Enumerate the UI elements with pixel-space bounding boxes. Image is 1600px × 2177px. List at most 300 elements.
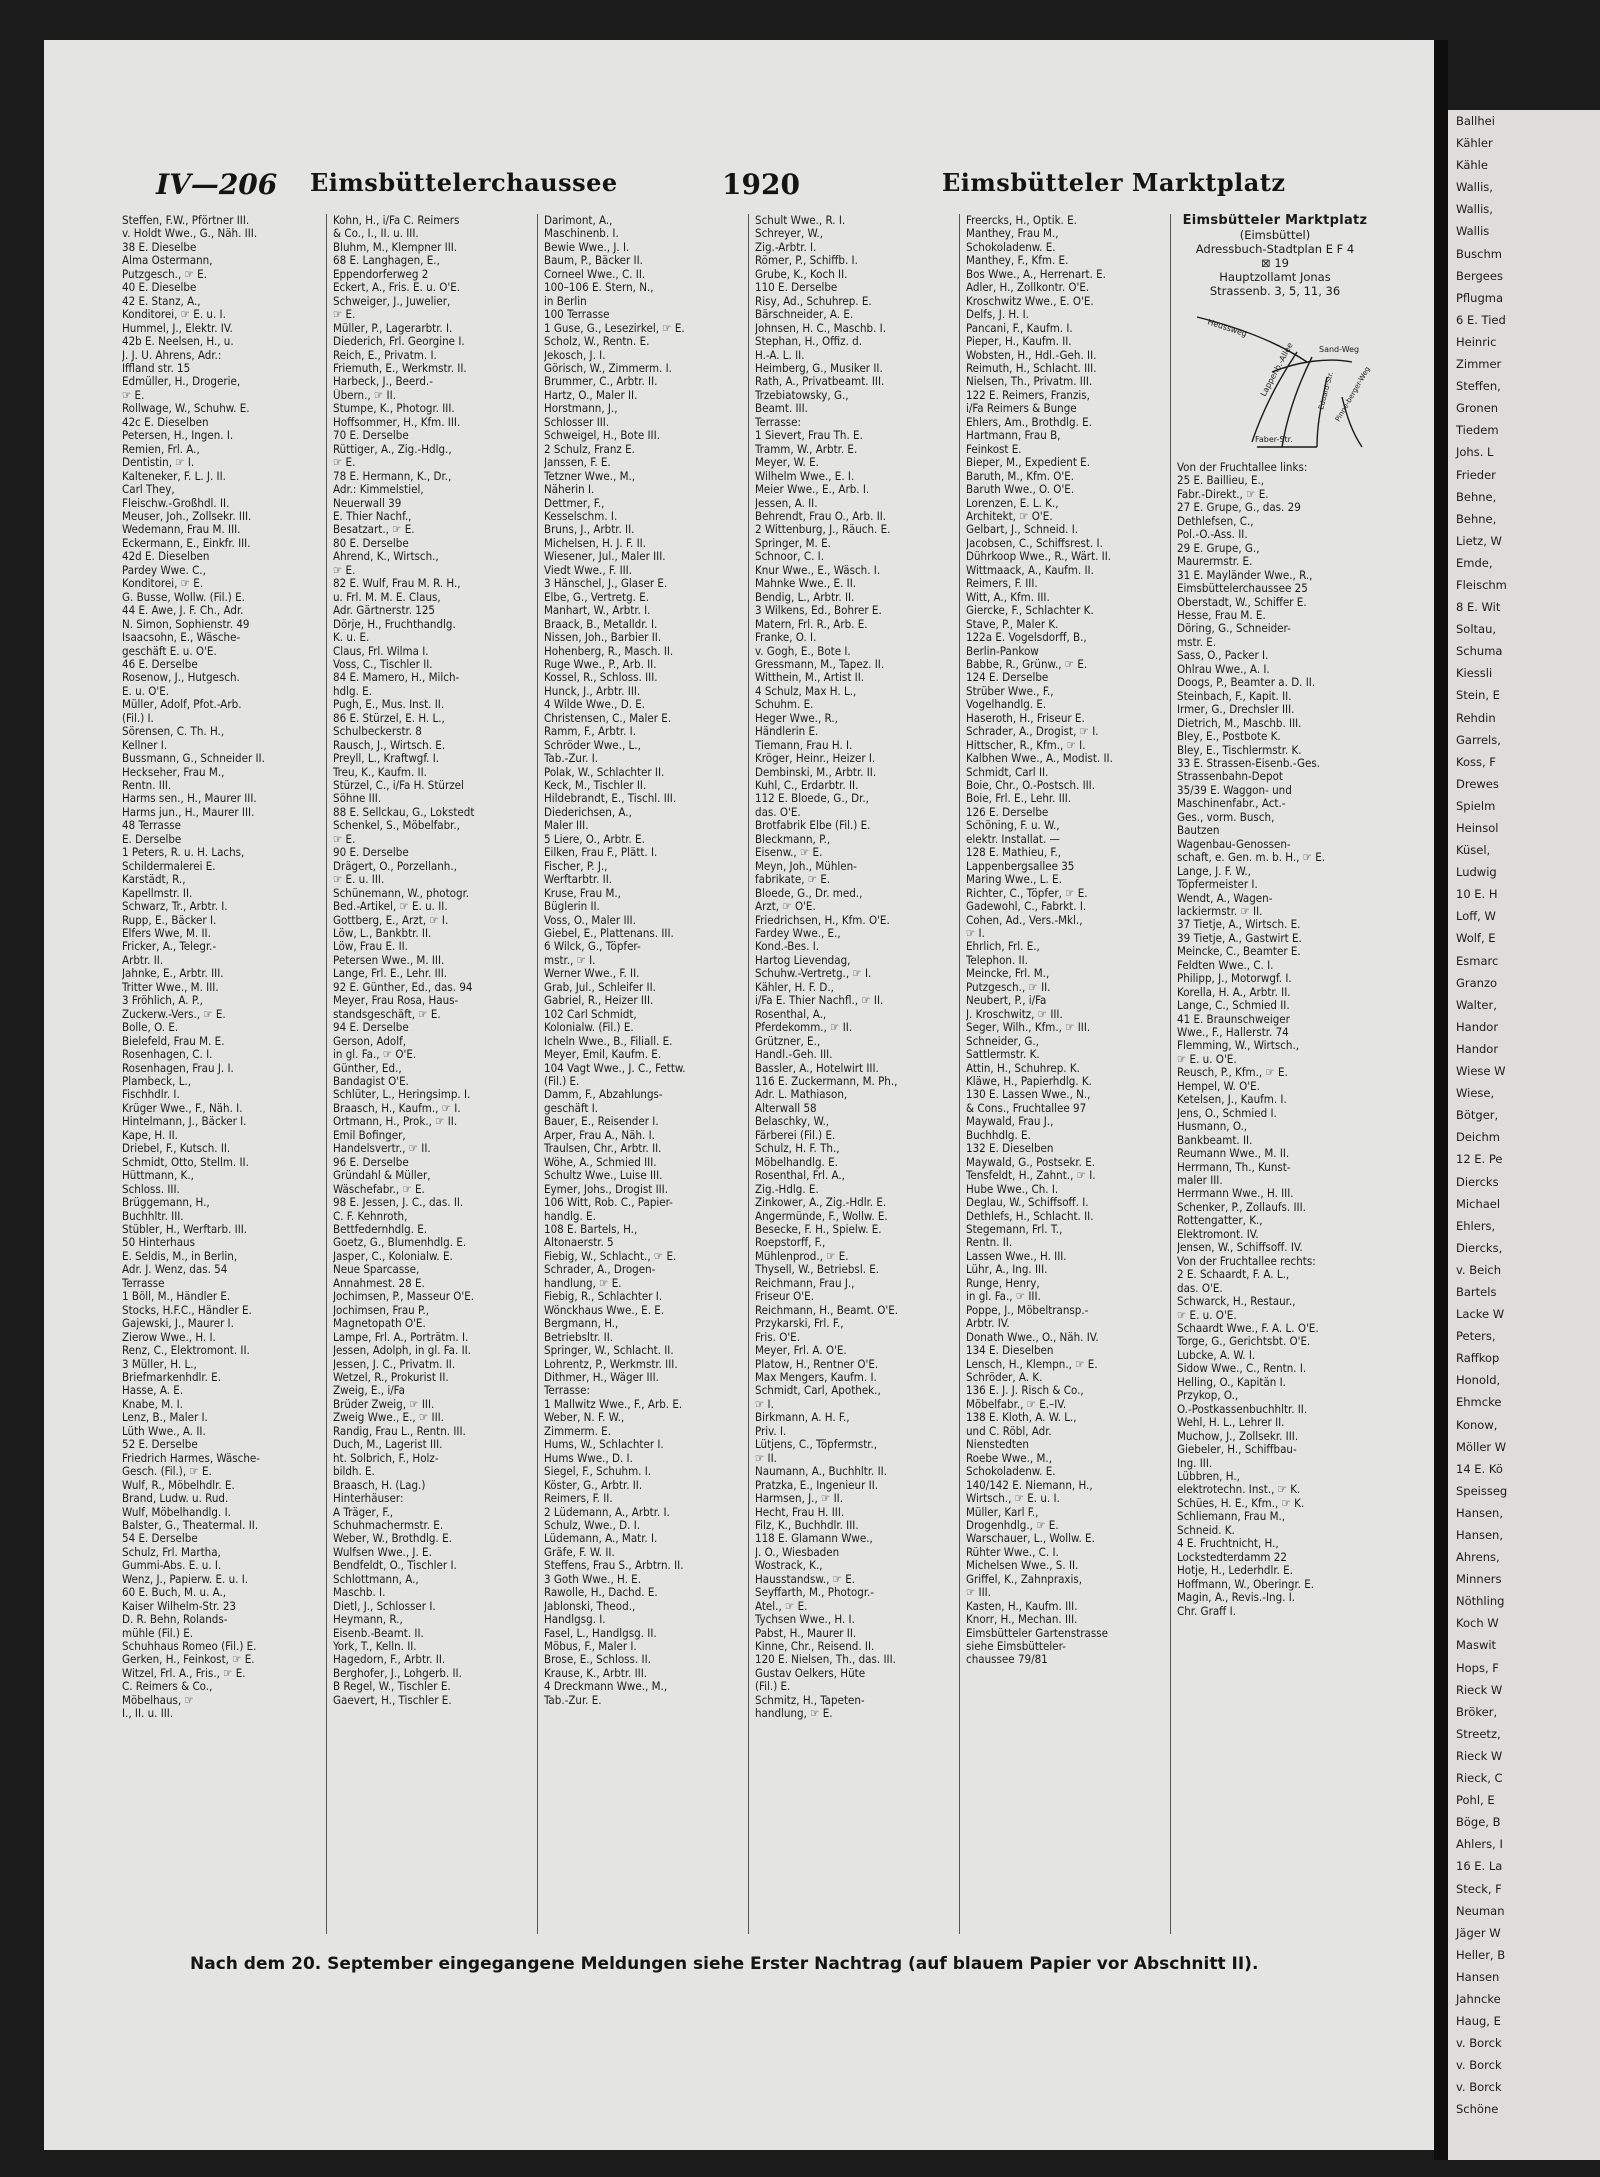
directory-entry: Dietl, J., Schlosser I. [333,1599,436,1613]
directory-entry: Arbtr. II. [122,953,164,967]
facing-page-entry: v. Borck [1456,2036,1502,2051]
directory-entry: Eilken, Frau F., Plätt. I. [544,846,658,860]
map-label-heussweg: Heussweg [1206,317,1249,339]
directory-entry: Schües, H. E., Kfm., ☞ K. [1177,1496,1305,1510]
directory-entry: Müller, P., Lagerarbtr. I. [333,321,453,335]
street-info-lines: Strassenb. 3, 5, 11, 36 [1209,284,1341,298]
directory-entry: Eppendorferweg 2 [333,267,429,281]
facing-page-entry: Tiedem [1456,423,1499,438]
directory-entry: A Träger, F., [333,1505,394,1519]
directory-entry: Adler, H., Zollkontr. O'E. [966,281,1090,295]
directory-entry: Gerson, Adolf, [333,1034,407,1048]
directory-entry: Bandagist O'E. [333,1075,409,1088]
directory-entry: Darimont, A., [544,214,613,227]
directory-entry: G. Busse, Wollw. (Fil.) E. [122,590,245,604]
directory-entry: 88 E. Sellckau, G., Lokstedt [333,805,475,819]
directory-entry: 120 E. Nielsen, Th., das. III. [755,1653,896,1667]
directory-entry: Gründahl & Müller, [333,1169,431,1183]
directory-entry: 86 E. Stürzel, E. H. L., [333,711,445,725]
directory-entry: 39 Tietje, A., Gastwirt E. [1177,931,1302,945]
directory-entry: Rausch, J., Wirtsch. E. [333,738,446,752]
directory-entry: Springer, M. E. [755,536,831,550]
directory-entry: Poppe, J., Möbeltransp.- [966,1303,1089,1317]
directory-entry: Wobsten, H., Hdl.-Geh. II. [966,348,1097,362]
directory-entry: Karstädt, R., [122,873,186,887]
directory-entry: Diederich, Frl. Georgine I. [333,335,465,349]
directory-entry: Dethlefs, H., Schlacht. II. [966,1209,1094,1223]
column-6-entries [1177,461,1373,1618]
facing-page-entry: Haug, E [1456,2014,1501,2029]
facing-page-entry: Hansen [1456,1969,1500,1984]
directory-entry: Edmüller, H., Drogerie, [122,375,241,389]
directory-entry: Duch, M., Lagerist III. [333,1438,443,1452]
directory-entry: Schokoladenw. E. [966,1465,1056,1479]
directory-entry: das. O'E. [1177,1281,1223,1295]
directory-entry: Jessen, A. II. [755,496,818,510]
directory-entry: Lassen Wwe., H. III. [966,1249,1067,1263]
directory-entry: Horstmann, J., [544,402,618,416]
facing-page-entry: Nöthling [1456,1594,1505,1609]
directory-entry: Platow, H., Rentner O'E. [755,1357,879,1371]
directory-entry: Brüggemann, H., [122,1196,210,1210]
directory-entry: Hintelmann, J., Bäcker I. [122,1115,247,1129]
facing-page-entry: Zimmer [1456,357,1502,372]
directory-entry: Bleckmann, P., [755,832,831,846]
directory-entry: 2 E. Schaardt, F. A. L., [1177,1268,1290,1282]
directory-entry: E. Derselbe [122,832,182,846]
directory-entry: Bed.-Artikel, ☞ E. u. II. [333,900,448,914]
directory-entry: Wagenbau-Genossen- [1177,837,1291,851]
directory-entry: Dithmer, H., Wäger III. [544,1370,659,1384]
facing-page-edge [1448,110,1600,2160]
directory-entry: Bankbeamt. II. [1177,1133,1253,1147]
directory-entry: Scholz, W., Rentn. E. [544,335,650,349]
facing-page-entry: Konow, [1456,1417,1498,1432]
directory-entry: Handlgsg. I. [544,1613,606,1627]
directory-entry: ☞ E. u. III. [333,873,385,887]
directory-entry: geschäft I. [544,1101,599,1115]
directory-entry: Zig.-Arbtr. I. [755,240,817,254]
directory-entry: Chr. Graff I. [1177,1604,1236,1618]
directory-entry: Eymer, Johs., Drogist III. [544,1182,669,1196]
directory-entry: Kalbhen Wwe., A., Modist. II. [966,752,1113,766]
directory-entry: Konditorei, ☞ E. [122,577,204,591]
directory-entry: Warschauer, L., Wollw. E. [966,1532,1095,1546]
facing-page-entry: Maswit [1456,1638,1497,1653]
directory-entry: Irmer, G., Drechsler III. [1177,703,1295,717]
directory-entry: 96 E. Derselbe [333,1155,409,1169]
directory-entry: Filz, K., Buchhdlr. III. [755,1518,859,1532]
directory-entry: Kossel, R., Schloss. III. [544,671,658,685]
directory-entry: und C. Röbl, Adr. [966,1424,1052,1438]
directory-entry: Hoffmann, W., Oberingr. E. [1177,1577,1315,1591]
directory-entry: Krüger Wwe., F., Näh. I. [122,1101,243,1115]
directory-entry: E. Seldis, M., in Berlin, [122,1249,238,1263]
directory-entry: standsgeschäft, ☞ E. [333,1007,441,1021]
directory-entry: 68 E. Langhagen, E., [333,254,440,268]
directory-entry: Voss, O., Maler III. [544,913,636,927]
directory-entry: Deglau, W., Schiffsoff. I. [966,1196,1089,1210]
directory-entry: Zierow Wwe., H. I. [122,1330,216,1344]
directory-entry: Braasch, H., Kaufm., ☞ I. [333,1101,461,1115]
directory-entry: Möbelhaus, ☞ [122,1693,194,1707]
directory-entry: i/Fa Reimers & Bunge [966,402,1077,416]
directory-entry: Arzt, ☞ O'E. [755,900,816,914]
directory-entry: Heckseher, Frau M., [122,765,225,779]
facing-page-entry: Koch W [1456,1616,1499,1631]
facing-page-entry: Böge, B [1456,1815,1501,1830]
directory-entry: handlg. E. [544,1209,596,1223]
directory-entry: 31 E. Mayländer Wwe., R., [1177,568,1313,582]
directory-entry: Rosenthal, Frl. A., [755,1169,845,1183]
directory-entry: Fischer, P. J., [544,859,608,873]
directory-entry: Bergmann, H., [544,1317,619,1331]
directory-entry: 82 E. Wulf, Frau M. R. H., [333,577,461,591]
directory-entry: Randig, Frau L., Rentn. III. [333,1424,466,1438]
directory-entry: Schaardt Wwe., F. A. L. O'E. [1177,1322,1319,1335]
directory-entry: Schulz, H. F. Th., [755,1142,840,1156]
directory-entry: Rosenhagen, C. I. [122,1048,213,1062]
directory-entry: ☞ E. [333,456,356,470]
directory-entry: Ahrend, K., Wirtsch., [333,550,439,564]
directory-entry: Drogenhdlg., ☞ E. [966,1518,1059,1532]
facing-page-entry: Handor [1456,1019,1499,1034]
directory-entry: 38 E. Dieselbe [122,240,197,254]
directory-entry: 118 E. Glamann Wwe., [755,1532,873,1546]
facing-page-entry: Jahncke [1456,1991,1501,2006]
directory-entry: Schmidt, Carl, Apothek., [755,1384,881,1398]
directory-entry: Fleischw.-Großhdl. II. [122,496,230,510]
directory-entry: Friseur O'E. [755,1290,814,1304]
directory-entry: Gaevert, H., Tischler E. [333,1693,452,1707]
directory-entry: Putzgesch., ☞ II. [966,980,1051,994]
directory-entry: Schneid. K. [1177,1523,1235,1537]
directory-entry: 37 Tietje, A., Wirtsch. E. [1177,918,1301,932]
directory-entry: Nielsen, Th., Privatm. III. [966,375,1093,389]
directory-entry: Wirtsch., ☞ E. u. I. [966,1492,1060,1506]
page-label: IV—206 [156,168,278,201]
directory-entry: v. Gogh, E., Bote I. [755,644,851,658]
directory-entry: Kinne, Chr., Reisend. II. [755,1640,875,1654]
directory-entry: 102 Carl Schmidt, [544,1007,637,1021]
directory-entry: 100–106 E. Stern, N., [544,281,654,295]
directory-entry: Ketelsen, J., Kaufm. I. [1177,1093,1287,1107]
directory-entry: Herrmann Wwe., H. III. [1177,1187,1294,1201]
directory-entry: Feldten Wwe., C. I. [1177,958,1274,972]
directory-entry: Dörje, H., Fruchthandlg. [333,617,456,631]
facing-page-entry: Hops, F [1456,1660,1499,1675]
directory-entry: Möbelfabr., ☞ E.–IV. [966,1397,1067,1411]
directory-entry: Fiebig, R., Schlachter I. [544,1290,663,1304]
facing-page-entry: Garrels, [1456,732,1501,747]
street-info-plan: Adressbuch-Stadtplan E F 4 [1195,242,1355,256]
directory-entry: Lütjens, C., Töpfermstr., [755,1438,878,1452]
directory-entry: 104 Vagt Wwe., J. C., Fettw. [544,1061,686,1075]
directory-entry: 60 E. Buch, M. u. A., [122,1586,227,1600]
directory-entry: lackiermstr. ☞ II. [1177,904,1263,918]
directory-entry: 27 E. Grupe, G., das. 29 [1177,501,1301,515]
directory-entry: Rentn. II. [966,1236,1013,1250]
street-info-box [1177,214,1373,461]
directory-entry: Tab.-Zur. E. [544,1693,602,1707]
directory-entry: Franke, O. I. [755,631,817,645]
directory-entry: Angermünde, F., Wollw. E. [755,1209,888,1223]
directory-entry: Heimberg, G., Musiker II. [755,361,883,375]
directory-entry: Kaiser Wilhelm-Str. 23 [122,1599,236,1613]
directory-entry: 42b E. Neelsen, H., u. [122,335,234,349]
street-info-postal: ⊠ 19 [1261,256,1289,270]
directory-entry: ☞ I. [755,1397,774,1411]
directory-entry: Muchow, J., Zollsekr. III. [1177,1429,1299,1443]
facing-page-entry: Lietz, W [1456,533,1502,548]
directory-entry: Griffel, K., Zahnpraxis, [966,1572,1083,1586]
directory-entry: Rath, A., Privatbeamt. III. [755,375,885,389]
directory-entry: Balster, G., Theatermal. II. [122,1518,259,1532]
directory-entry: ht. Solbrich, F., Holz- [333,1451,439,1465]
directory-entry: Putzgesch., ☞ E. [122,267,207,281]
directory-entry: 116 E. Zuckermann, M. Ph., [755,1075,898,1088]
facing-page-entry: Heinric [1456,334,1497,349]
directory-entry: 42c E. Dieselben [122,415,209,429]
directory-entry: Boie, Frl. E., Lehr. III. [966,792,1072,806]
directory-entry: Maring Wwe., L. E. [966,873,1062,887]
directory-entry: Ohlrau Wwe., A. I. [1177,662,1270,676]
directory-entry: Kähler, H. F. D., [755,980,834,994]
map-road-lappenbergsallee-2 [1282,357,1312,447]
directory-entry: 1 Böll, M., Händler E. [122,1290,231,1304]
facing-page-entry: Ludwig [1456,865,1497,880]
directory-entry: Stürzel, C., i/Fa H. Stürzel [333,779,464,793]
directory-entry: Bussmann, G., Schneider II. [122,752,265,766]
directory-entry: Kuhl, C., Erdarbtr. II. [755,779,859,793]
directory-entry: Traulsen, Chr., Arbtr. II. [544,1142,662,1156]
directory-entry: Steinbach, F., Kapit. II. [1177,689,1292,703]
facing-page-entry: 10 E. H [1456,887,1498,902]
directory-entry: Doogs, P., Beamter a. D. II. [1177,676,1316,690]
directory-entry: Hohenberg, R., Masch. II. [544,644,674,658]
directory-entry: 92 E. Günther, Ed., das. 94 [333,980,473,994]
directory-entry: Lange, C., Schmied II. [1177,999,1290,1013]
directory-entry: Gelbart, J., Schneid. I. [966,523,1079,537]
directory-entry: Witthein, M., Artist II. [755,671,865,685]
directory-entry: Terrasse: [755,415,802,429]
directory-entry: Lüdemann, A., Matr. I. [544,1532,658,1546]
directory-entry: Hildebrandt, E., Tischl. III. [544,792,677,806]
street-map [1177,302,1373,452]
directory-entry: v. Holdt Wwe., G., Näh. III. [122,227,258,241]
directory-entry: Michelsen, H. J. F. II. [544,536,647,550]
directory-entry: Iffland str. 15 [122,361,191,375]
directory-entry: Tritter Wwe., M. III. [122,980,219,994]
directory-entry: E. Thier Nachf., [333,509,412,523]
directory-entry: 138 E. Kloth, A. W. L., [966,1411,1077,1425]
directory-entry: Terrasse: [544,1384,591,1398]
column-divider [537,214,538,1934]
facing-page-entry: Kähle [1456,158,1488,173]
directory-entry: Haseroth, H., Friseur E. [966,711,1085,725]
column-3 [544,214,740,1954]
directory-entry: Pancani, F., Kaufm. I. [966,321,1073,335]
directory-entry: Gesch. (Fil.), ☞ E. [122,1465,212,1479]
directory-entry: 54 E. Derselbe [122,1532,198,1546]
directory-entry: C. Reimers & Co., [122,1680,213,1694]
directory-entry: Werftarbtr. II. [544,873,613,887]
street-title-right: Eimsbütteler Marktplatz [942,168,1286,197]
directory-columns [122,214,1390,1954]
directory-entry: Schlüter, L., Heringsimp. I. [333,1088,471,1102]
directory-entry: Schuhmachermstr. E. [333,1518,444,1532]
facing-page-entry: v. Borck [1456,2058,1502,2073]
directory-entry: Reusch, P., Kfm., ☞ E. [1177,1066,1288,1080]
directory-entry: Gabriel, R., Heizer III. [544,994,654,1008]
directory-entry: Pratzka, E., Ingenieur II. [755,1478,879,1492]
directory-entry: Jahnke, E., Arbtr. III. [122,967,224,981]
directory-entry: Gustav Oelkers, Hüte [755,1666,866,1680]
directory-entry: Stocks, H.F.C., Händler E. [122,1303,252,1317]
directory-entry: 5 Liere, O., Arbtr. E. [544,832,645,846]
facing-page-entry: Hansen, [1456,1528,1503,1542]
directory-entry: 3 Wilkens, Ed., Bohrer E. [755,604,882,618]
directory-entry: Ramm, F., Arbtr. I. [544,725,637,739]
directory-entry: Pabst, H., Maurer II. [755,1626,857,1640]
directory-entry: Remien, Frl. A., [122,442,200,456]
facing-page-entry: 12 E. Pe [1456,1152,1503,1167]
facing-page-entry: Ehlers, [1456,1218,1496,1233]
directory-entry: Oberstadt, W., Schiffer E. [1177,595,1307,609]
column-divider [326,214,327,1934]
directory-entry: Dührkoop Wwe., R., Wärt. II. [966,550,1112,564]
directory-entry: 29 E. Grupe, G., [1177,541,1260,555]
directory-entry: Gajewski, J., Maurer I. [122,1317,234,1331]
directory-entry: Schuhw.-Vertretg., ☞ I. [755,967,872,981]
directory-entry: Arbtr. IV. [966,1317,1010,1331]
facing-page-entry: Rieck W [1456,1682,1503,1697]
directory-entry: Reumann Wwe., M. II. [1177,1147,1290,1161]
directory-entry: Eisenw., ☞ E. [755,846,823,860]
directory-entry: 3 Goth Wwe., H. E. [544,1572,641,1586]
directory-entry: siehe Eimsbütteler- [966,1640,1066,1654]
directory-entry: 84 E. Mamero, H., Milch- [333,671,460,685]
directory-entry: Schwarz, Tr., Arbtr. I. [122,900,228,914]
directory-entry: Jochimsen, Frau P., [333,1303,430,1317]
column-divider [748,214,749,1934]
directory-entry: Keck, M., Tischler II. [544,779,647,793]
directory-entry: Betriebsltr. II. [544,1330,614,1344]
directory-entry: Hittscher, R., Kfm., ☞ I. [966,738,1086,752]
directory-entry: Lappenbergsallee 35 [966,859,1075,873]
directory-entry: Kolonialw. (Fil.) E. [544,1021,634,1035]
directory-entry: 2 Schulz, Franz E. [544,442,635,456]
directory-entry: Lensch, H., Klempn., ☞ E. [966,1357,1098,1371]
directory-entry: Wäschefabr., ☞ E. [333,1182,425,1196]
directory-entry: Plambeck, L., [122,1075,192,1088]
directory-entry: Kröger, Heinr., Heizer I. [755,752,876,766]
directory-entry: Stephan, H., Offiz. d. [755,335,863,349]
directory-entry: Dembinski, M., Arbtr. II. [755,765,877,779]
directory-entry: Korella, H. A., Arbtr. II. [1177,985,1291,999]
column-1 [122,214,318,1954]
directory-entry: hdlg. E. [333,684,372,698]
directory-entry: Petersen, H., Ingen. I. [122,429,234,443]
directory-entry: Fasel, L., Handlgsg. II. [544,1626,657,1640]
directory-entry: Przykop, O., [1177,1389,1239,1403]
directory-entry: Heger Wwe., R., [755,711,838,725]
facing-page-entry: Handor [1456,1041,1499,1056]
facing-page-entry: Emde, [1456,555,1493,570]
column-6 [1177,214,1373,1954]
facing-page-entry: Walter, [1456,997,1497,1012]
directory-entry: Voss, C., Tischler II. [333,657,433,671]
directory-entry: Müller, Adolf, Pfot.-Arb. [122,698,242,712]
directory-entry: Neue Sparcasse, [333,1263,420,1277]
directory-entry: Manthey, F., Kfm. E. [966,254,1069,268]
directory-entry: u. Frl. M. M. E. Claus, [333,590,441,604]
directory-entry: Fris. O'E. [755,1330,801,1344]
directory-entry: Rosenow, J., Hutgesch. [122,671,240,685]
directory-entry: Knur Wwe., E., Wäsch. I. [755,563,881,577]
directory-entry: Berlin-Pankow [966,644,1039,658]
facing-page-entry: Rehdin [1456,710,1496,725]
directory-entry: Ruge Wwe., P., Arb. II. [544,657,657,671]
facing-page-entry: Pohl, E [1456,1793,1495,1808]
facing-page-entry: Spielm [1456,798,1496,813]
directory-entry: 42 E. Stanz, A., [122,294,201,308]
directory-entry: 80 E. Derselbe [333,536,409,550]
directory-entry: Stegemann, Frl. T., [966,1222,1063,1236]
directory-entry: Schenkel, S., Möbelfabr., [333,819,460,833]
directory-entry: Konditorei, ☞ E. u. I. [122,308,226,322]
directory-entry: Jekosch, J. I. [544,348,606,362]
directory-entry: Tab.-Zur. I. [544,752,599,766]
facing-page-entry: Raffkop [1456,1351,1500,1366]
directory-entry: Kruse, Frau M., [544,886,621,900]
facing-page-entry: Speisseg [1456,1483,1508,1498]
directory-entry: Corneel Wwe., C. II. [544,267,646,281]
directory-entry: schaft, e. Gen. m. b. H., ☞ E. [1177,851,1326,865]
directory-entry: Kroschwitz Wwe., E. O'E. [966,294,1094,308]
directory-entry: Tiemann, Frau H. I. [755,738,853,752]
directory-entry: Hunck, J., Arbtr. III. [544,684,641,698]
directory-entry: Jens, O., Schmied I. [1177,1106,1277,1120]
directory-entry: Dentistin, ☞ I. [122,456,195,470]
facing-page-entry: Michael [1456,1196,1501,1211]
directory-entry: Meier Wwe., E., Arb. I. [755,483,870,497]
directory-entry: Bolle, O. E. [122,1021,179,1035]
directory-entry: Behrendt, Frau O., Arb. II. [755,509,887,523]
directory-entry: Kohn, H., i/Fa C. Reimers [333,214,460,227]
directory-entry: Zig.-Hdlg. E. [755,1182,819,1196]
directory-entry: Töpfermeister I. [1177,878,1258,892]
directory-entry: Wulf, R., Möbelhdlr. E. [122,1478,235,1492]
facing-page-entry: Buschm [1456,246,1502,261]
directory-entry: Fricker, A., Telegr.- [122,940,217,954]
directory-entry: Babbe, R., Grünw., ☞ E. [966,657,1088,671]
facing-page-entry: Hansen, [1456,1505,1503,1520]
directory-entry: Magnetopath O'E. [333,1317,426,1331]
directory-entry: 126 E. Derselbe [966,805,1049,819]
directory-entry: Knorr, H., Mechan. III. [966,1613,1078,1627]
facing-page-entry: Lacke W [1456,1307,1505,1322]
directory-entry: 3 Hänschel, J., Glaser E. [544,577,668,591]
directory-entry: Wenz, J., Papierw. E. u. I. [122,1572,249,1586]
street-info-tram: Hauptzollamt Jonas [1219,270,1331,284]
directory-entry: 130 E. Lassen Wwe., N., [966,1088,1091,1102]
directory-entry: Dethlefsen, C., [1177,514,1254,528]
directory-entry: Hagedorn, F., Arbtr. II. [333,1653,446,1667]
directory-entry: Hüttmann, K., [122,1169,194,1183]
directory-entry: 134 E. Dieselben [966,1344,1054,1358]
directory-entry: Matern, Frl. R., Arb. E. [755,617,868,631]
